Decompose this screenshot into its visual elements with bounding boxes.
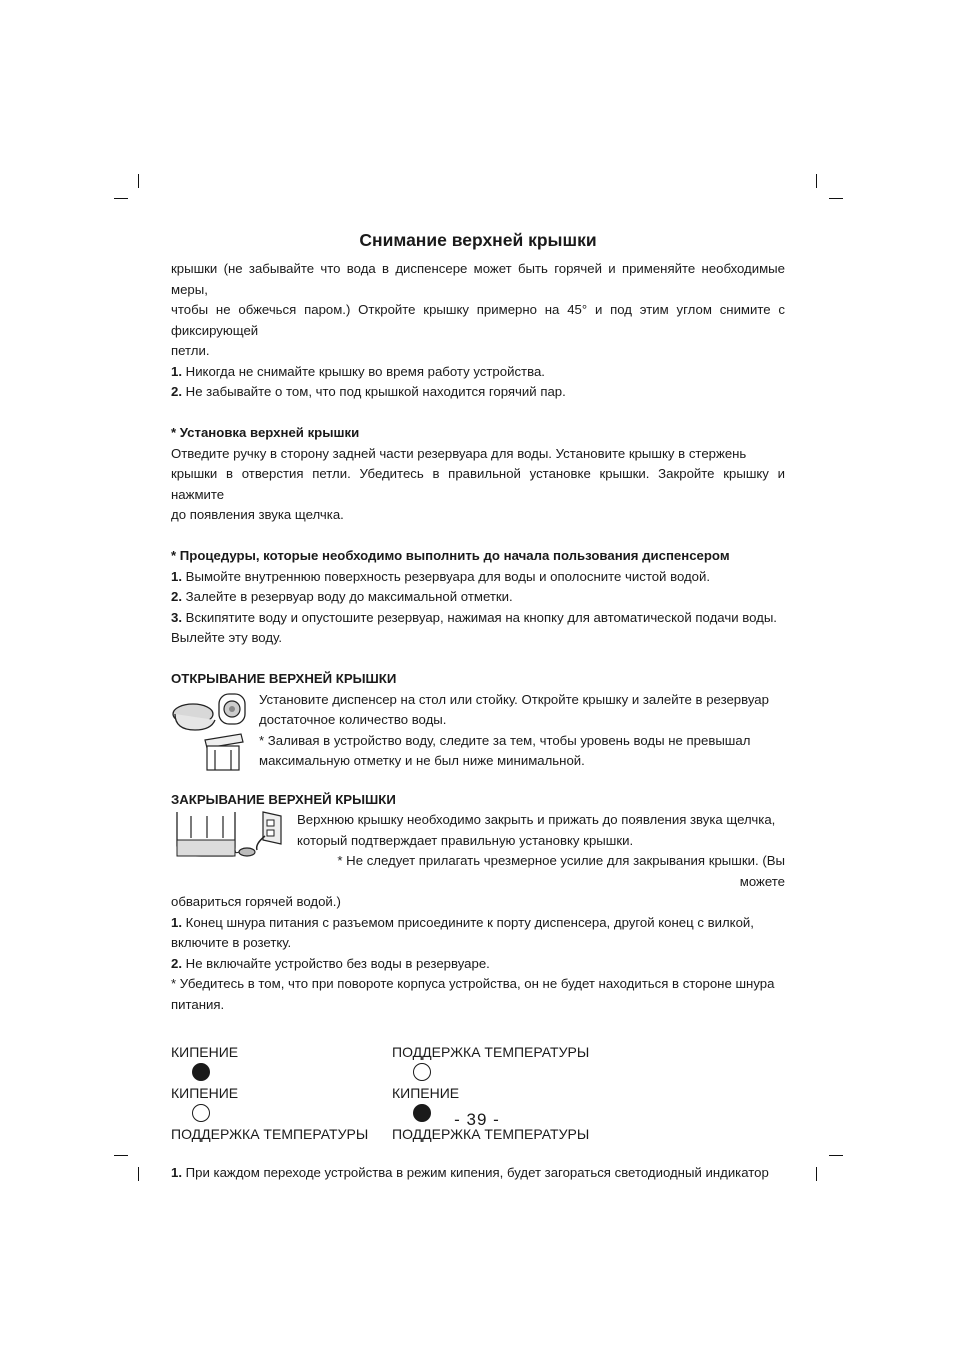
crop-mark	[816, 174, 817, 188]
led-indicator-left-top	[192, 1063, 210, 1081]
install-line: до появления звука щелчка.	[171, 507, 344, 522]
install-line: крышки в отверстия петли. Убедитесь в правильной установке крышки. Закройте крышку и нажмите	[171, 466, 785, 502]
procedures-heading: * Процедуры, которые необходимо выполнить до начала пользования диспенсером	[171, 548, 730, 563]
procedure-item: 3. Вскипятите воду и опустошите резервуар, нажимая на кнопку для автоматической подачи воды.	[171, 609, 777, 625]
crop-mark	[138, 174, 139, 188]
crop-mark	[114, 1155, 128, 1156]
opening-line: Установите диспенсер на стол или стойку. Откройте крышку и залейте в резервуар	[259, 691, 769, 707]
intro-line: петли.	[171, 343, 210, 358]
power-cord-illustration	[171, 810, 297, 870]
mode-label-left-bottom: КИПЕНИЕ	[171, 1085, 239, 1101]
closing-line: * Не следует прилагать чрезмерное усилие для закрывания крышки. (Вы можете	[337, 853, 785, 889]
procedure-tail: Вылейте эту воду.	[171, 630, 282, 645]
intro-line: крышки (не забывайте что вода в диспенсере может быть горячей и применяйте необходимые меры,	[171, 261, 785, 297]
closing-section	[171, 810, 785, 892]
closing-item: 1. Конец шнура питания с разъемом присоедините к порту диспенсера, другой конец с вилкой,	[171, 914, 754, 930]
procedure-item: 2. Залейте в резервуар воду до максимальной отметки.	[171, 589, 513, 604]
closing-note: * Убедитесь в том, что при повороте корпуса устройства, он не будет находиться в стороне шнура	[171, 976, 775, 991]
procedure-item: 1. Вымойте внутреннюю поверхность резервуара для воды и ополосните чистой водой.	[171, 568, 711, 584]
page-content	[171, 230, 785, 1184]
closing-heading: ЗАКРЫВАНИЕ ВЕРХНЕЙ КРЫШКИ	[171, 791, 396, 807]
install-heading: * Установка верхней крышки	[171, 425, 360, 440]
closing-line: Верхнюю крышку необходимо закрыть и прижать до появления звука щелчка,	[297, 812, 776, 827]
closing-item-cont: включите в розетку.	[171, 935, 292, 950]
closing-line: который подтверждает правильную установку крышки.	[297, 832, 634, 848]
page-number: - 39 -	[454, 1110, 500, 1129]
opening-heading: ОТКРЫВАНИЕ ВЕРХНЕЙ КРЫШКИ	[171, 671, 397, 686]
opening-line: максимальную отметку и не был ниже минимальной.	[259, 753, 585, 768]
crop-mark	[138, 1167, 139, 1181]
mode-label-right-footer: ПОДДЕРЖКА ТЕМПЕРАТУРЫ	[392, 1126, 590, 1142]
removal-note: 1. Никогда не снимайте крышку во время работу устройства.	[171, 363, 545, 379]
mode-label-right-top: ПОДДЕРЖКА ТЕМПЕРАТУРЫ	[392, 1044, 590, 1060]
closing-line: обвариться горячей водой.)	[171, 894, 341, 909]
install-line: Отведите ручку в сторону задней части резервуара для воды. Установите крышку в стержень	[171, 445, 747, 461]
crop-mark	[829, 1155, 843, 1156]
final-note: 1. При каждом переходе устройства в режим кипения, будет загораться светодиодный индикатор	[171, 1165, 769, 1180]
mode-label-left-footer: ПОДДЕРЖКА ТЕМПЕРАТУРЫ	[171, 1126, 369, 1142]
page-title: Снимание верхней крышки	[359, 230, 597, 250]
opening-section	[171, 690, 785, 772]
removal-note: 2. Не забывайте о том, что под крышкой находится горячий пар.	[171, 384, 566, 399]
opening-line: * Заливая в устройство воду, следите за тем, чтобы уровень воды не превышал	[259, 732, 751, 748]
mode-label-left-top: КИПЕНИЕ	[171, 1044, 239, 1060]
crop-mark	[816, 1167, 817, 1181]
opening-line: достаточное количество воды.	[259, 712, 447, 727]
intro-line: чтобы не обжечься паром.) Откройте крышку примерно на 45° и под этим углом снимите с фиксирующей	[171, 302, 785, 338]
crop-mark	[114, 198, 128, 199]
crop-mark	[829, 198, 843, 199]
mode-label-right-bottom: КИПЕНИЕ	[392, 1085, 460, 1101]
led-indicator-right-top	[413, 1063, 431, 1081]
closing-note: питания.	[171, 996, 225, 1012]
closing-item: 2. Не включайте устройство без воды в резервуаре.	[171, 955, 490, 971]
dispenser-open-lid-illustration	[171, 690, 259, 772]
